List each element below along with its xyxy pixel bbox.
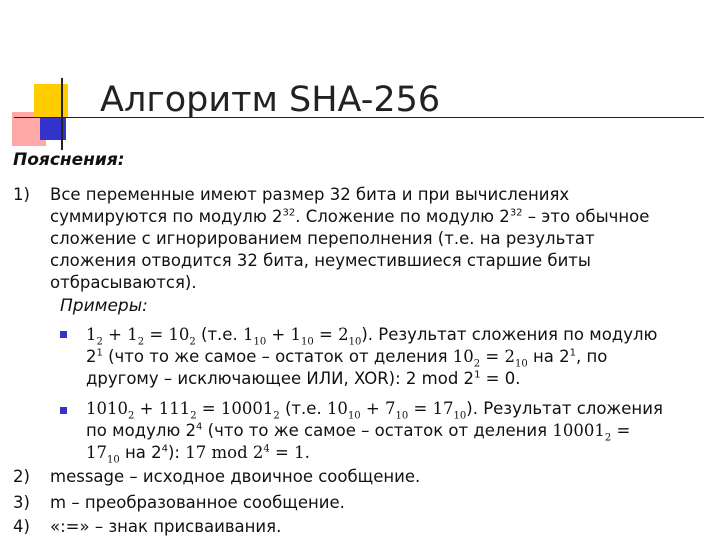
decor-vertical-line — [61, 78, 63, 150]
item-1-line-2: суммируются по модулю $2^{32}$. Сложение по модулю $2^{32}$ – это обычное — [50, 207, 650, 226]
example-2-line-3: $17_{10}$ на $2^4$): 17 mod $2^4 = 1$. — [86, 443, 310, 466]
example-2-line-2: по модулю $2^4$ (что то же самое – остаток от деления $10001_2$ = — [86, 421, 631, 444]
example-1-line-1: $1_2 + 1_2 = 10_2$ (т.е. $1_{10} + 1_{10} = 2_{10}$). Результат сложения по модулю — [86, 325, 658, 348]
item-number-1: 1) — [13, 185, 30, 204]
item-1-line-3: сложение с игнорированием переполнения (т.е. на результат — [50, 229, 595, 248]
bullet-square-icon — [60, 331, 67, 338]
item-1-line-1: Все переменные имеют размер 32 бита и при вычислениях — [50, 185, 570, 204]
examples-heading: Примеры: — [60, 296, 148, 316]
example-2-line-1: $1010_2 + 111_2 = 10001_2$ (т.е. $10_{10} + 7_{10} = 17_{10}$). Результат сложения — [86, 399, 663, 422]
item-1-line-5: отбрасываются). — [50, 273, 197, 292]
slide-title: Алгоритм SHA-256 — [100, 80, 441, 120]
item-3-text: m – преобразованное сообщение. — [50, 493, 345, 512]
item-number-3: 3) — [13, 493, 30, 512]
item-number-2: 2) — [13, 467, 30, 486]
example-1-line-3: другому – исключающее ИЛИ, XOR): 2 mod $2^1 = 0$. — [86, 369, 521, 388]
item-number-4: 4) — [13, 517, 30, 536]
item-2-text: message – исходное двоичное сообщение. — [50, 467, 421, 486]
example-1-line-2: $2^1$ (что то же самое – остаток от деления $10_2 = 2_{10}$ на $2^1$, по — [86, 347, 608, 370]
bullet-square-icon — [60, 407, 67, 414]
item-1-line-4: сложения отводится 32 бита, неуместившиеся старшие биты — [50, 251, 591, 270]
explanations-heading: Пояснения: — [13, 150, 125, 170]
item-4-text: «:=» – знак присваивания. — [50, 517, 282, 536]
